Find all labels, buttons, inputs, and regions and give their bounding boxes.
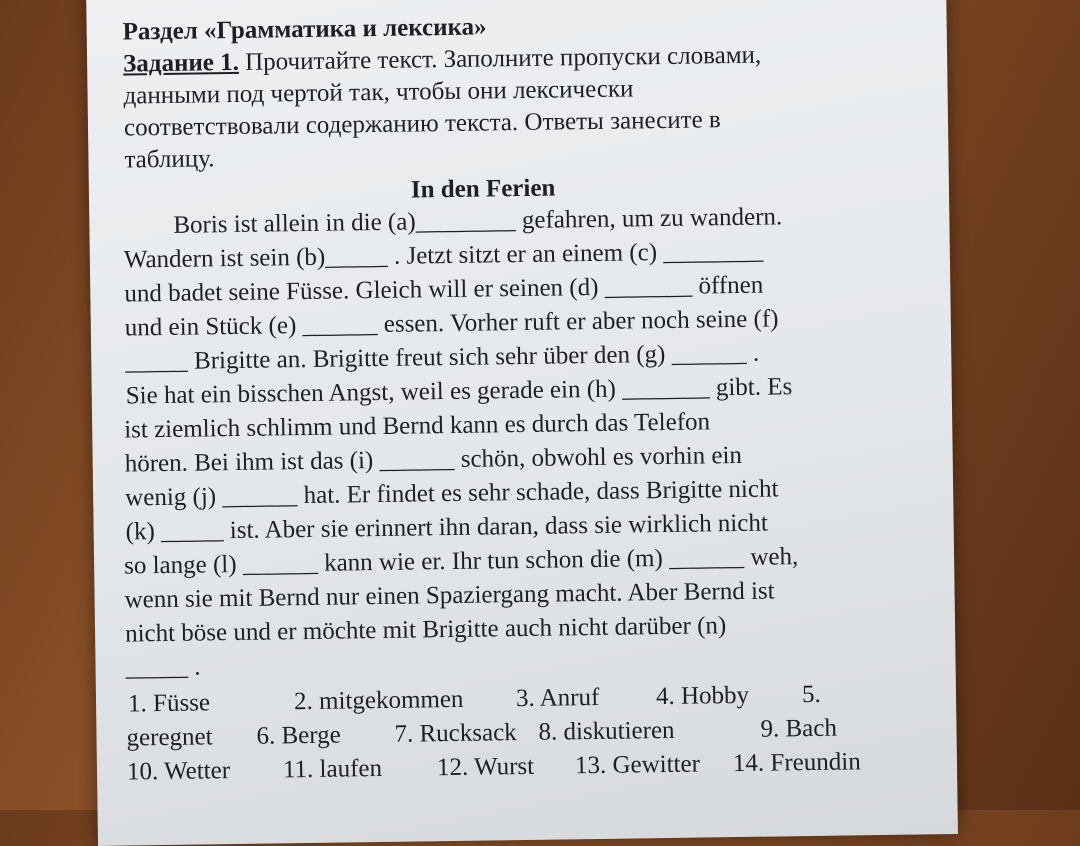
option-6: 6. Berge: [256, 721, 341, 750]
option-7: 7. Rucksack: [394, 719, 517, 748]
worksheet-paper: [86, 0, 958, 846]
option-14: 14. Freundin: [732, 748, 861, 778]
text-line: wenig (j) ______ hat. Er findet es sehr schade, dass Brigitte nicht: [125, 475, 779, 512]
option-10: 10. Wetter: [126, 757, 231, 786]
section-title: Раздел «Грамматика и лексика»: [122, 13, 487, 46]
task-instruction-line-2: данными под чертой так, чтобы они лексически: [123, 75, 634, 110]
option-9: 9. Bach: [760, 714, 838, 743]
text-line: Wandern ist sein (b)_____ . Jetzt sitzt er an einem (c) ________: [123, 237, 764, 274]
option-11: 11. laufen: [282, 754, 383, 784]
text-line: Boris ist allein in die (a)________ gefahren, um zu wandern.: [173, 203, 783, 239]
option-5-number: 5.: [801, 680, 821, 709]
text-line: (k) _____ ist. Aber sie erinnert ihn daran, dass sie wirklich nicht: [125, 509, 769, 546]
text-line: nicht böse und er möchte mit Brigitte auch nicht darüber (n): [124, 612, 727, 648]
text-line: so lange (l) ______ kann wie er. Ihr tun schon die (m) ______ weh,: [123, 543, 799, 580]
option-12: 12. Wurst: [436, 752, 535, 782]
text-title: In den Ferien: [410, 174, 556, 204]
option-8: 8. diskutieren: [538, 716, 675, 746]
task-instruction-text: Прочитайте текст. Заполните пропуски словами,: [238, 41, 762, 76]
text-line: ist ziemlich schlimm und Bernd kann es durch das Telefon: [124, 408, 711, 444]
option-2: 2. mitgekommen: [293, 685, 464, 716]
task-instruction-line-3: соответствовали содержанию текста. Ответы занесите в: [123, 106, 721, 142]
text-line: _____ Brigitte an. Brigitte freut sich sehr über den (g) ______ .: [125, 339, 760, 376]
text-line: wenn sie mit Bernd nur einen Spaziergang macht. Aber Bernd ist: [124, 577, 775, 614]
text-line: Sie hat ein bisschen Angst, weil es gerade ein (h) _______ gibt. Es: [125, 373, 793, 410]
task-instruction-line-1: [123, 41, 761, 80]
task-label: Задание 1.: [122, 48, 240, 78]
task-instruction-line-4: таблицу.: [124, 145, 215, 174]
option-1: 1. Füsse: [127, 689, 211, 718]
option-4: 4. Hobby: [655, 681, 750, 711]
option-3: 3. Anruf: [515, 683, 600, 713]
option-13: 13. Gewitter: [574, 750, 701, 780]
text-line: _____ .: [125, 653, 201, 682]
text-line: und ein Stück (e) ______ essen. Vorher ruft er aber noch seine (f): [124, 305, 779, 342]
text-line: hören. Bei ihm ist das (i) ______ schön, obwohl es vorhin ein: [124, 441, 743, 478]
option-5-word: geregnet: [126, 723, 213, 752]
text-line: und badet seine Füsse. Gleich will er seinen (d) _______ öffnen: [124, 271, 764, 308]
